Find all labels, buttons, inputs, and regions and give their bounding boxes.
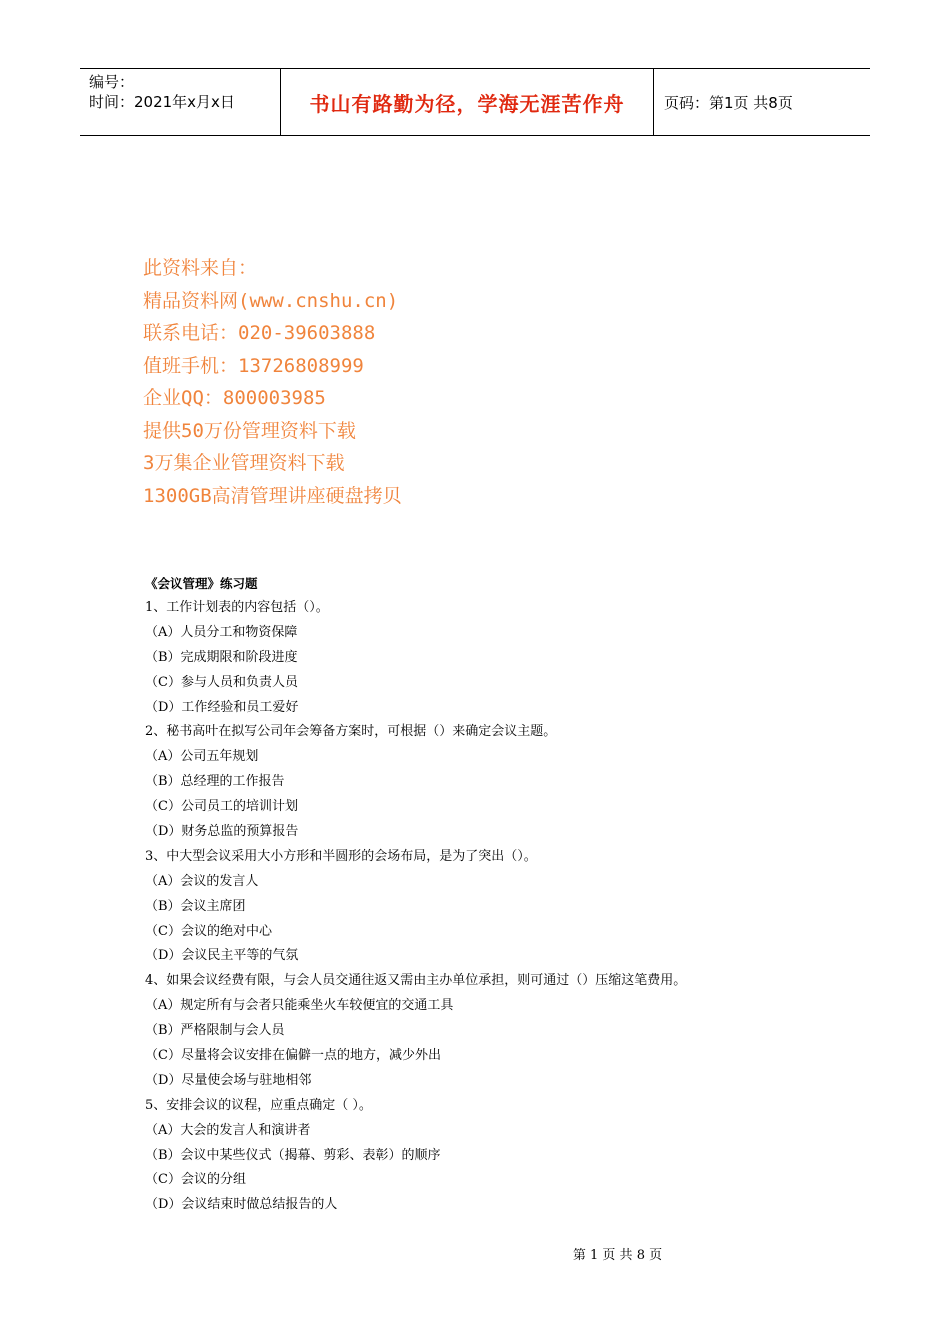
number-label: 编号： (89, 73, 135, 91)
question-option: （B）完成期限和阶段进度 (145, 649, 298, 665)
question-option: （D）工作经验和员工爱好 (145, 699, 299, 715)
promo-line: 1300GB高清管理讲座硬盘拷贝 (143, 484, 402, 507)
question-option: （B）会议主席团 (145, 898, 246, 914)
promo-line: 值班手机：13726808999 (143, 354, 364, 377)
header-meta (80, 69, 281, 135)
question-option: （A）规定所有与会者只能乘坐火车较便宜的交通工具 (145, 998, 454, 1014)
motto: 书山有路勤为径，学海无涯苦作舟 (309, 91, 625, 116)
question-option: （C）参与人员和负责人员 (145, 674, 298, 690)
question-option: （D）会议民主平等的气氛 (145, 948, 299, 964)
question-option: （A）会议的发言人 (145, 873, 259, 889)
question-option: （A）大会的发言人和演讲者 (145, 1122, 311, 1138)
promo-line: 提供50万份管理资料下载 (143, 419, 356, 442)
question-stem: 4、如果会议经费有限，与会人员交通往返又需由主办单位承担，则可通过（）压缩这笔费用。 (145, 973, 687, 989)
question-option: （C）尽量将会议安排在偏僻一点的地方，减少外出 (145, 1048, 441, 1064)
question-option: （C）会议的分组 (145, 1172, 246, 1188)
promo-block (143, 252, 402, 512)
promo-line: 联系电话：020-39603888 (143, 322, 376, 344)
question-option: （C）公司员工的培训计划 (145, 799, 298, 815)
page-header (80, 68, 870, 136)
question-stem: 5、安排会议的议程，应重点确定（ ）。 (145, 1097, 372, 1113)
exercise-content (145, 572, 865, 1218)
question-option: （D）财务总监的预算报告 (145, 824, 299, 840)
promo-line: 3万集企业管理资料下载 (143, 452, 345, 474)
question-stem: 2、秘书高叶在拟写公司年会筹备方案时，可根据（）来确定会议主题。 (145, 724, 557, 740)
promo-line: 精品资料网(www.cnshu.cn) (143, 289, 399, 312)
promo-line: 企业QQ：800003985 (143, 387, 326, 409)
question-option: （B）会议中某些仪式（揭幕、剪彩、表彰）的顺序 (145, 1147, 441, 1163)
question-option: （D）会议结束时做总结报告的人 (145, 1197, 338, 1213)
header-motto-cell (281, 69, 654, 135)
doc-title: 《会议管理》练习题 (145, 576, 258, 591)
question-stem: 1、工作计划表的内容包括（）。 (145, 600, 329, 615)
question-option: （A）公司五年规划 (145, 749, 259, 765)
question-option: （D）尽量使会场与驻地相邻 (145, 1072, 312, 1088)
question-option: （B）总经理的工作报告 (145, 774, 285, 790)
header-page-cell (654, 69, 870, 135)
page-footer: 第 1 页 共 8 页 (572, 1248, 663, 1263)
page-label: 页码：第1页 共8页 (664, 93, 793, 112)
question-stem: 3、中大型会议采用大小方形和半圆形的会场布局，是为了突出（）。 (145, 848, 537, 864)
question-option: （A）人员分工和物资保障 (145, 624, 298, 640)
question-option: （B）严格限制与会人员 (145, 1023, 285, 1039)
time-label: 时间：2021年x月x日 (89, 93, 235, 111)
question-option: （C）会议的绝对中心 (145, 923, 272, 939)
promo-line: 此资料来自： (143, 257, 258, 279)
